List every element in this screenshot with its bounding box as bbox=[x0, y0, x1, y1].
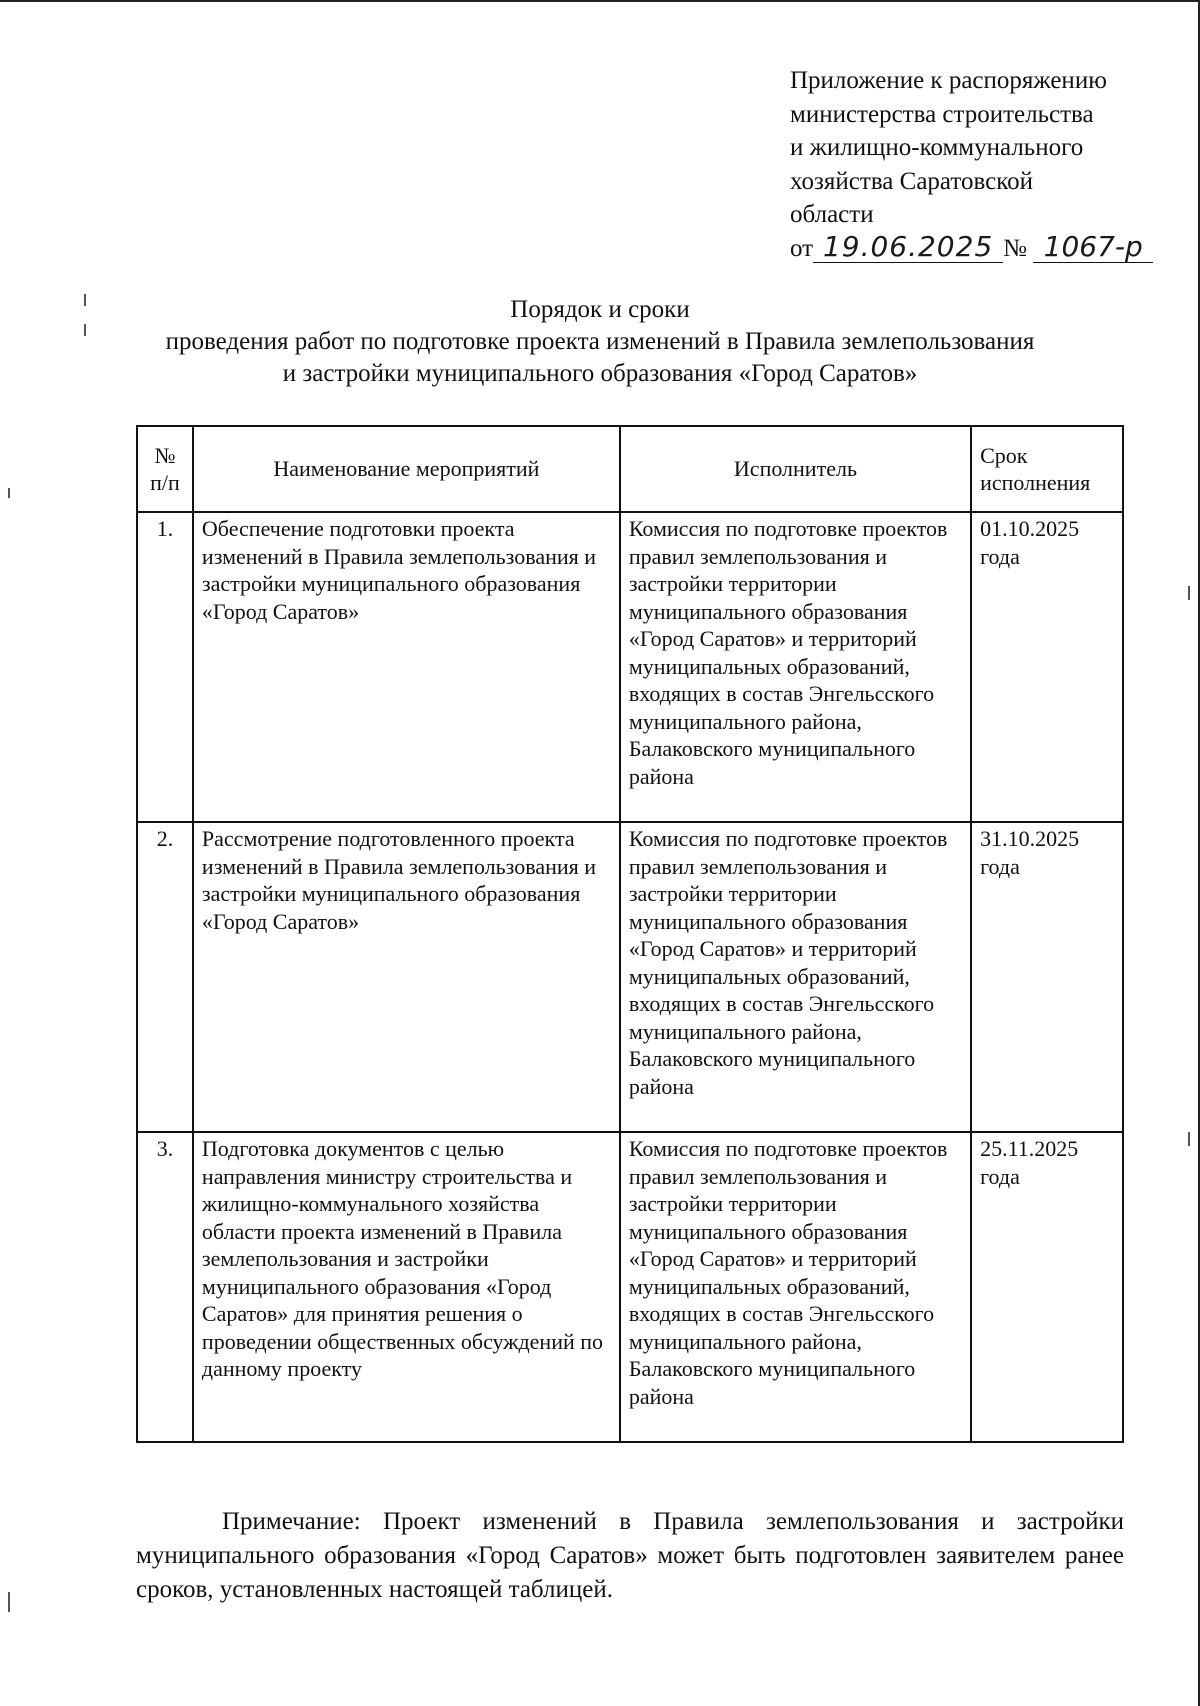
table-row bbox=[137, 1132, 1123, 1442]
title-line: Порядок и сроки bbox=[510, 296, 690, 323]
row-deadline: 31.10.2025 года bbox=[971, 822, 1123, 1132]
table-row bbox=[137, 512, 1123, 822]
row-executor: Комиссия по подготовке проектов правил землепользования и застройки территории муниципального образования «Город Саратов» и территорий муниципальных образований, входящих в состав Энгельсского муниципального района, Балаковского муниципального района bbox=[620, 822, 971, 1132]
header-deadline: Срок исполнения bbox=[971, 426, 1123, 512]
appendix-block bbox=[790, 64, 1170, 268]
header-num: № п/п bbox=[137, 426, 193, 512]
row-num: 2. bbox=[137, 822, 193, 1132]
row-deadline: 01.10.2025 года bbox=[971, 512, 1123, 822]
handwritten-date: 19.06.2025 bbox=[813, 232, 1003, 263]
header-executor: Исполнитель bbox=[620, 426, 971, 512]
table-header-row bbox=[137, 426, 1123, 512]
appendix-line: области bbox=[790, 201, 874, 228]
scan-mark bbox=[8, 488, 10, 498]
appendix-line: министерства строительства bbox=[790, 100, 1094, 128]
table-row bbox=[137, 822, 1123, 1132]
header-name: Наименование мероприятий bbox=[193, 426, 620, 512]
title-line: проведения работ по подготовке проекта изменений в Правила землепользования bbox=[165, 328, 1035, 355]
row-num: 1. bbox=[137, 512, 193, 822]
row-deadline: 25.11.2025 года bbox=[971, 1132, 1123, 1442]
scan-mark bbox=[8, 1592, 10, 1612]
row-executor: Комиссия по подготовке проектов правил землепользования и застройки территории муниципального образования «Город Саратов» и территорий муниципальных образований, входящих в состав Энгельсского муниципального района, Балаковского муниципального района bbox=[620, 1132, 971, 1442]
number-prefix: № bbox=[1003, 234, 1027, 262]
appendix-line: Приложение к распоряжению bbox=[790, 67, 1107, 94]
scan-mark bbox=[84, 324, 86, 336]
row-name: Рассмотрение подготовленного проекта изменений в Правила землепользования и застройки муниципального образования «Город Саратов» bbox=[193, 822, 620, 1132]
appendix-line: и жилищно-коммунального bbox=[790, 134, 1084, 161]
order-date-number bbox=[790, 229, 1170, 268]
scan-mark bbox=[84, 294, 86, 306]
handwritten-number: 1067-р bbox=[1033, 232, 1153, 263]
appendix-line: хозяйства Саратовской bbox=[790, 167, 1033, 195]
title-line: и застройки муниципального образования «Город Саратов» bbox=[282, 360, 918, 387]
row-name: Подготовка документов с целью направления министру строительства и жилищно-коммунального хозяйства области проекта изменений в Правила землепользования и застройки муниципального образования «Город Саратов» для принятия решения о проведении общественных обсуждений по данному проекту bbox=[193, 1132, 620, 1442]
date-prefix: от bbox=[790, 234, 814, 262]
note-paragraph: Примечание: Проект изменений в Правила землепользования и застройки муниципального образования «Город Саратов» может быть подготовлен заявителем ранее сроков, установленных настоящей таблицей. bbox=[136, 1508, 1124, 1603]
document-title bbox=[150, 294, 1050, 390]
row-num: 3. bbox=[137, 1132, 193, 1442]
row-name: Обеспечение подготовки проекта изменений в Правила землепользования и застройки муниципального образования «Город Саратов» bbox=[193, 512, 620, 822]
row-executor: Комиссия по подготовке проектов правил землепользования и застройки территории муниципального образования «Город Саратов» и территорий муниципальных образований, входящих в состав Энгельсского муниципального района, Балаковского муниципального района bbox=[620, 512, 971, 822]
scan-mark bbox=[1188, 586, 1190, 600]
schedule-table bbox=[136, 425, 1124, 1443]
scan-mark bbox=[1188, 1132, 1190, 1146]
